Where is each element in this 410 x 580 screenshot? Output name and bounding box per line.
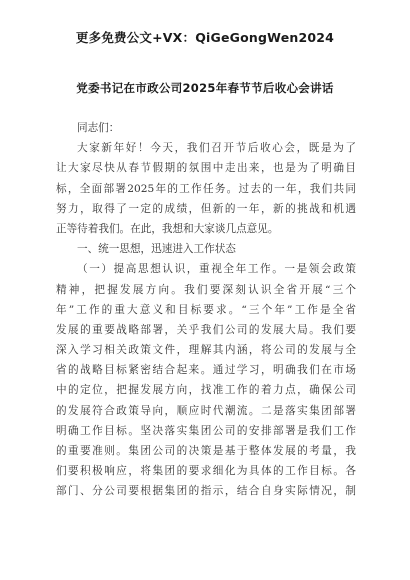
paragraph-line: 标，全面部署2025年的工作任务。过去的一年，我们共同	[56, 182, 356, 195]
paragraph-line: 正等待着我们。在此，我想和大家谈几点意见。	[56, 222, 279, 235]
paragraph-line: 大家新年好！今天，我们召开节后收心会，既是为了	[77, 142, 356, 155]
header-watermark: 更多免费公文+VX：QiGeGongWen2024	[75, 30, 335, 45]
paragraph-line: 发展的重要战略部署，关乎我们公司的发展大局。我们要	[56, 323, 356, 336]
paragraph-line: 部门、分公司要根据集团的指示，结合自身实际情况，制	[56, 485, 356, 498]
paragraph-line: 精神，把握发展方向。我们要深刻认识全省开展“三个	[56, 283, 356, 296]
paragraph-line: 的重要准则。集团公司的决策是基于整体发展的考量，我	[56, 445, 356, 457]
paragraph-line: 的发展符合政策导向，顺应时代潮流。二是落实集团部署	[56, 404, 356, 417]
paragraph-line: 们要积极响应，将集团的要求细化为具体的工作目标。各	[56, 465, 356, 478]
document-body	[56, 118, 356, 502]
paragraph-line: （一）提高思想认识，重视全年工作。一是领会政策	[77, 263, 356, 276]
paragraph-line: 省的战略目标紧密结合起来。通过学习，明确我们在市场	[56, 364, 356, 377]
paragraph-line: 中的定位，把握发展方向，找准工作的着力点，确保公司	[56, 384, 356, 397]
paragraph-line: 年”工作的重大意义和目标要求。“三个年”工作是全省	[56, 303, 356, 316]
paragraph-line: 让大家尽快从春节假期的氛围中走出来，也是为了明确目	[56, 162, 356, 175]
document-title: 党委书记在市政公司2025年春节节后收心会讲话	[76, 81, 334, 95]
section-heading: 一、统一思想，迅速进入工作状态	[77, 243, 236, 256]
paragraph-line: 深入学习相关政策文件，理解其内涵，将公司的发展与全	[56, 344, 356, 357]
paragraph-line: 明确工作目标。坚决落实集团公司的安排部署是我们工作	[56, 424, 356, 437]
paragraph-line: 努力，取得了一定的成绩，但新的一年，新的挑战和机遇	[56, 202, 356, 215]
salutation: 同志们：	[77, 122, 120, 134]
